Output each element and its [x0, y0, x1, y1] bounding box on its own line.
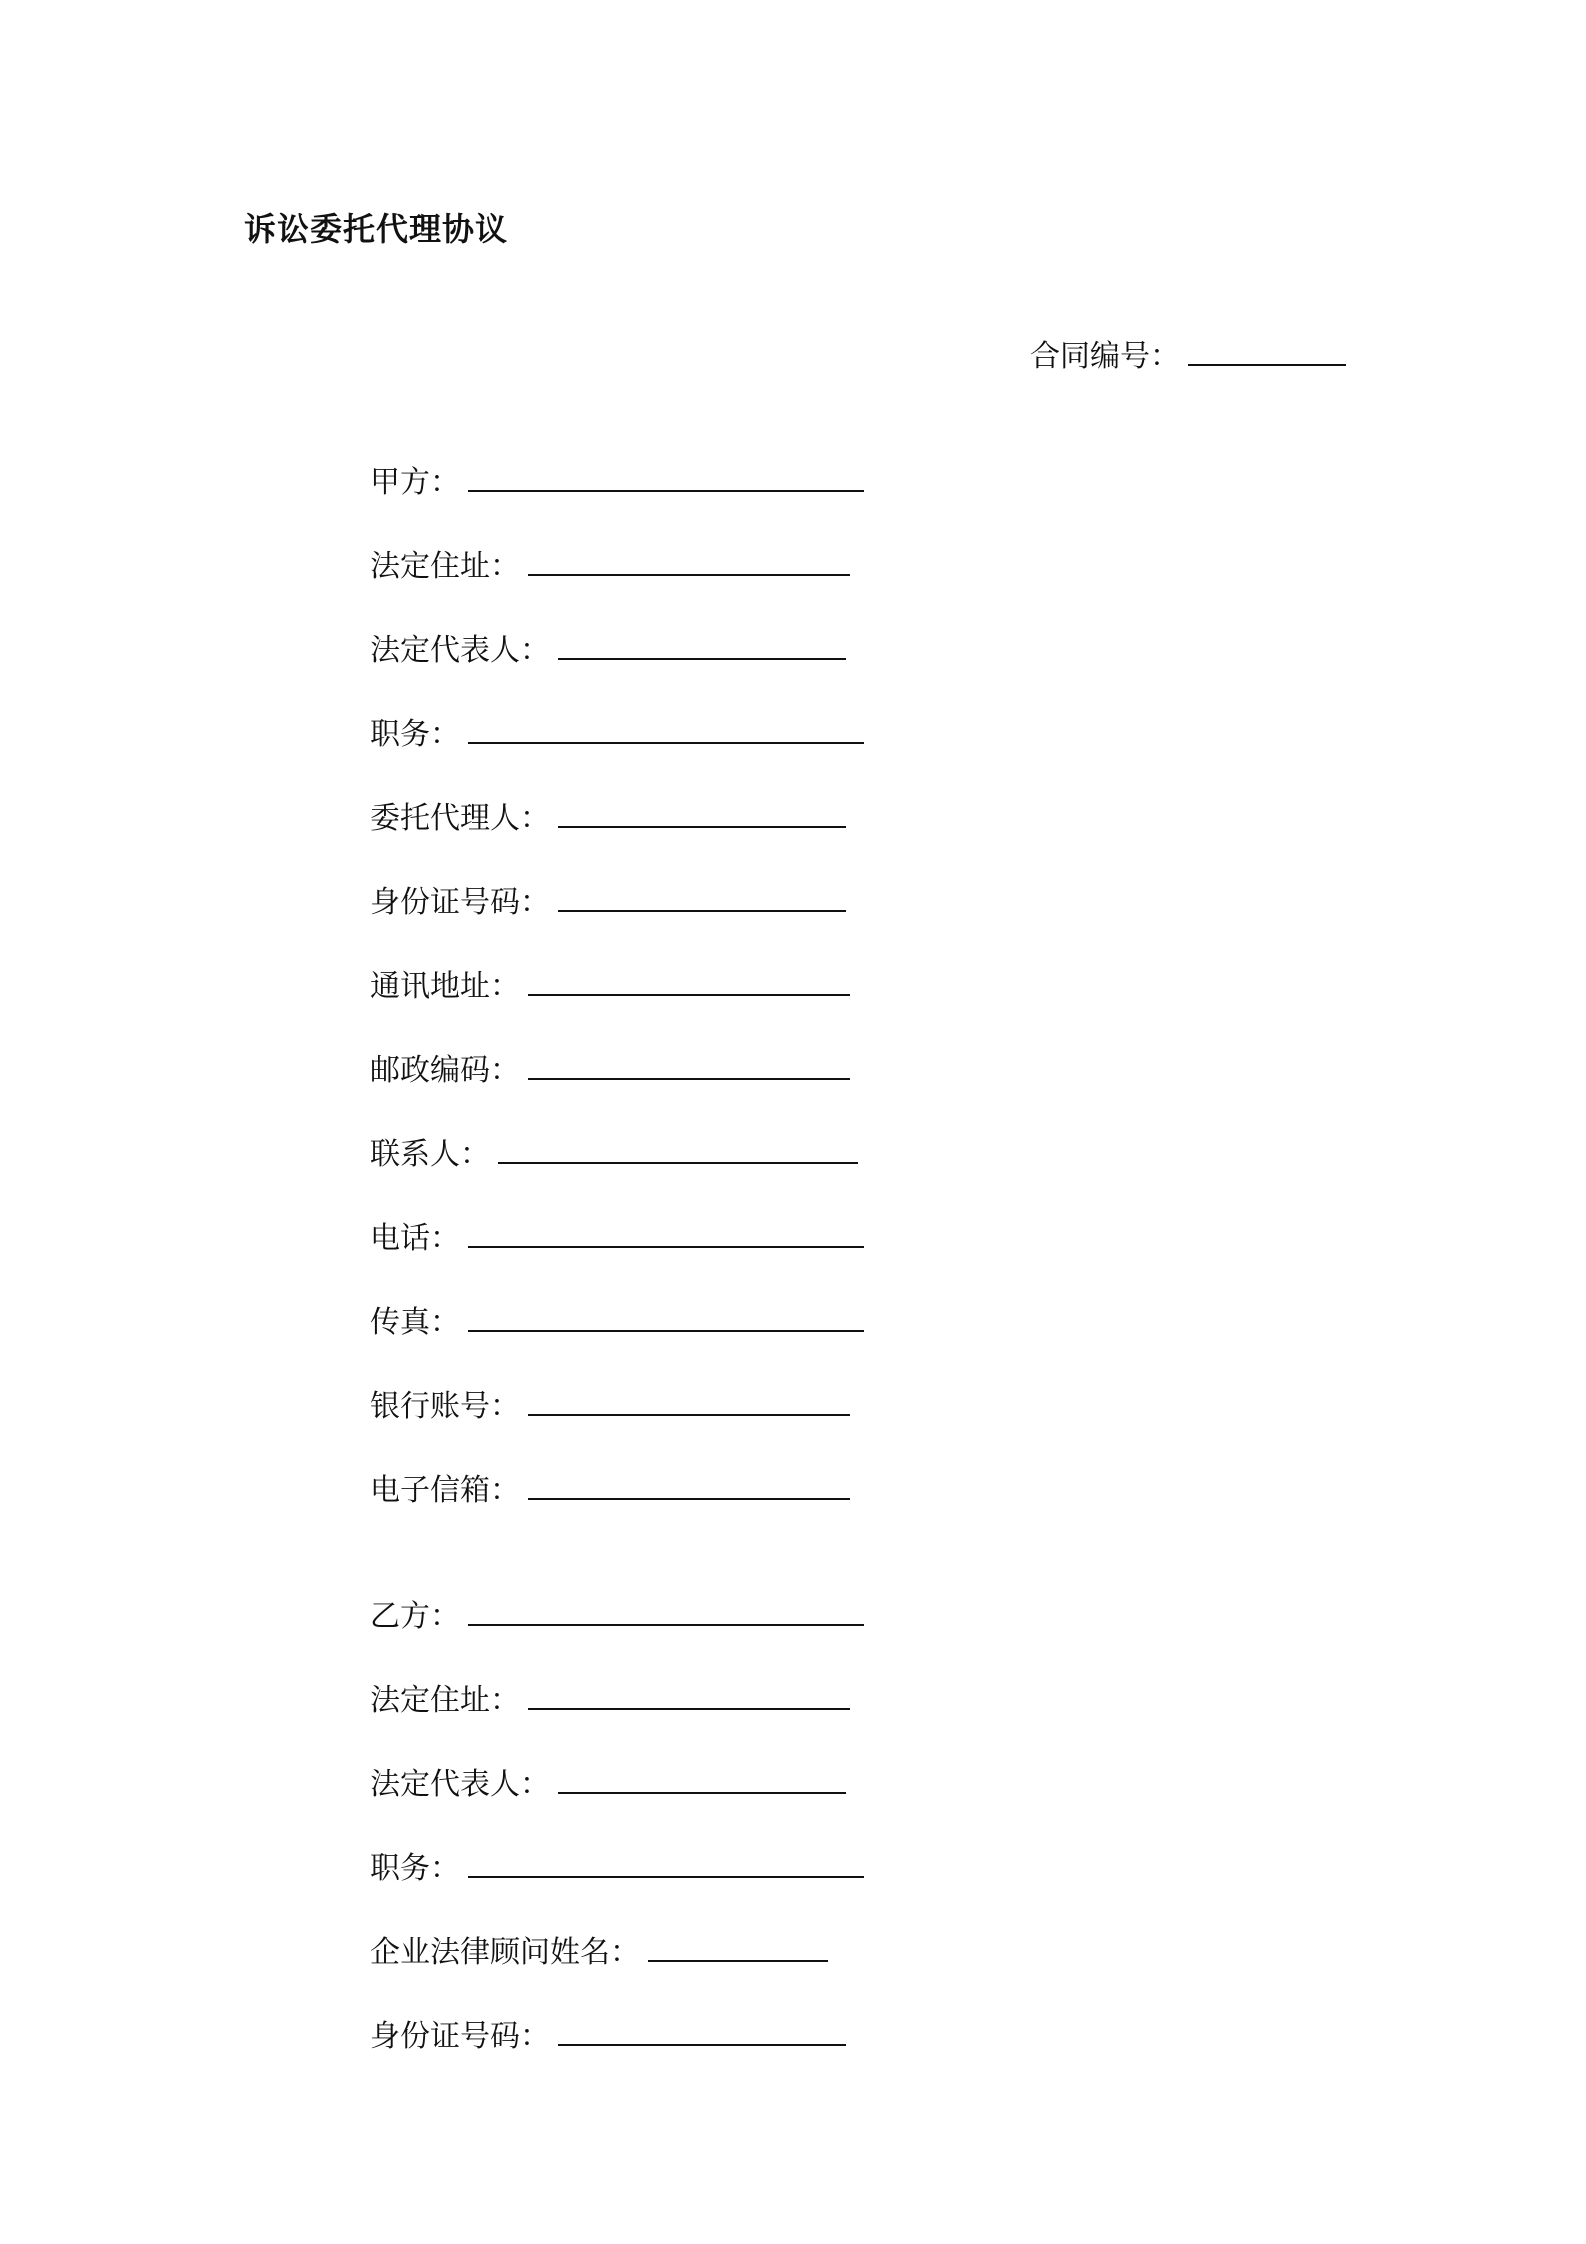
- field-label: 企业法律顾问姓名：: [370, 1935, 640, 1970]
- party-b-name-blank[interactable]: [468, 1594, 864, 1626]
- party-a-mailing-address-field: [370, 964, 850, 1009]
- field-label: 银行账号：: [370, 1389, 520, 1424]
- party-a-bank-account-field: [370, 1384, 850, 1429]
- party-a-agent-blank[interactable]: [558, 796, 846, 828]
- field-label: 职务：: [370, 1851, 460, 1886]
- party-b-legal-rep-field: [370, 1762, 846, 1807]
- field-label: 传真：: [370, 1305, 460, 1340]
- party-a-mailing-address-blank[interactable]: [528, 964, 850, 996]
- party-a-fax-field: [370, 1300, 864, 1345]
- party-a-contact-blank[interactable]: [498, 1132, 858, 1164]
- party-a-id-number-field: [370, 880, 846, 925]
- party-b-id-number-blank[interactable]: [558, 2014, 846, 2046]
- party-a-id-number-blank[interactable]: [558, 880, 846, 912]
- contract-number-field: [1030, 334, 1346, 379]
- document-title: 诉讼委托代理协议: [244, 210, 509, 248]
- field-label: 邮政编码：: [370, 1053, 520, 1088]
- party-a-phone-field: [370, 1216, 864, 1261]
- party-a-name-field: [370, 460, 864, 505]
- party-b-legal-rep-blank[interactable]: [558, 1762, 846, 1794]
- party-a-email-blank[interactable]: [528, 1468, 850, 1500]
- field-label: 联系人：: [370, 1137, 490, 1172]
- contract-number-label: 合同编号：: [1030, 339, 1180, 374]
- party-b-legal-counsel-blank[interactable]: [648, 1930, 828, 1962]
- party-a-postal-code-field: [370, 1048, 850, 1093]
- party-b-address-blank[interactable]: [528, 1678, 850, 1710]
- party-b-id-number-field: [370, 2014, 846, 2059]
- party-a-position-field: [370, 712, 864, 757]
- party-b-legal-counsel-field: [370, 1930, 828, 1975]
- field-label: 电话：: [370, 1221, 460, 1256]
- field-label: 甲方：: [370, 465, 460, 500]
- party-b-address-field: [370, 1678, 850, 1723]
- party-a-legal-rep-field: [370, 628, 846, 673]
- party-a-phone-blank[interactable]: [468, 1216, 864, 1248]
- party-a-email-field: [370, 1468, 850, 1513]
- party-a-fax-blank[interactable]: [468, 1300, 864, 1332]
- party-b-name-field: [370, 1594, 864, 1639]
- party-b-position-field: [370, 1846, 864, 1891]
- party-a-agent-field: [370, 796, 846, 841]
- field-label: 身份证号码：: [370, 2019, 550, 2054]
- field-label: 法定代表人：: [370, 633, 550, 668]
- party-a-legal-rep-blank[interactable]: [558, 628, 846, 660]
- party-a-position-blank[interactable]: [468, 712, 864, 744]
- field-label: 法定住址：: [370, 1683, 520, 1718]
- field-label: 委托代理人：: [370, 801, 550, 836]
- field-label: 职务：: [370, 717, 460, 752]
- party-b-position-blank[interactable]: [468, 1846, 864, 1878]
- party-a-contact-field: [370, 1132, 858, 1177]
- party-a-bank-account-blank[interactable]: [528, 1384, 850, 1416]
- party-a-name-blank[interactable]: [468, 460, 864, 492]
- field-label: 法定代表人：: [370, 1767, 550, 1802]
- field-label: 身份证号码：: [370, 885, 550, 920]
- field-label: 法定住址：: [370, 549, 520, 584]
- field-label: 通讯地址：: [370, 969, 520, 1004]
- field-label: 电子信箱：: [370, 1473, 520, 1508]
- party-a-postal-code-blank[interactable]: [528, 1048, 850, 1080]
- contract-number-blank[interactable]: [1188, 334, 1346, 366]
- field-label: 乙方：: [370, 1599, 460, 1634]
- party-a-address-blank[interactable]: [528, 544, 850, 576]
- party-a-address-field: [370, 544, 850, 589]
